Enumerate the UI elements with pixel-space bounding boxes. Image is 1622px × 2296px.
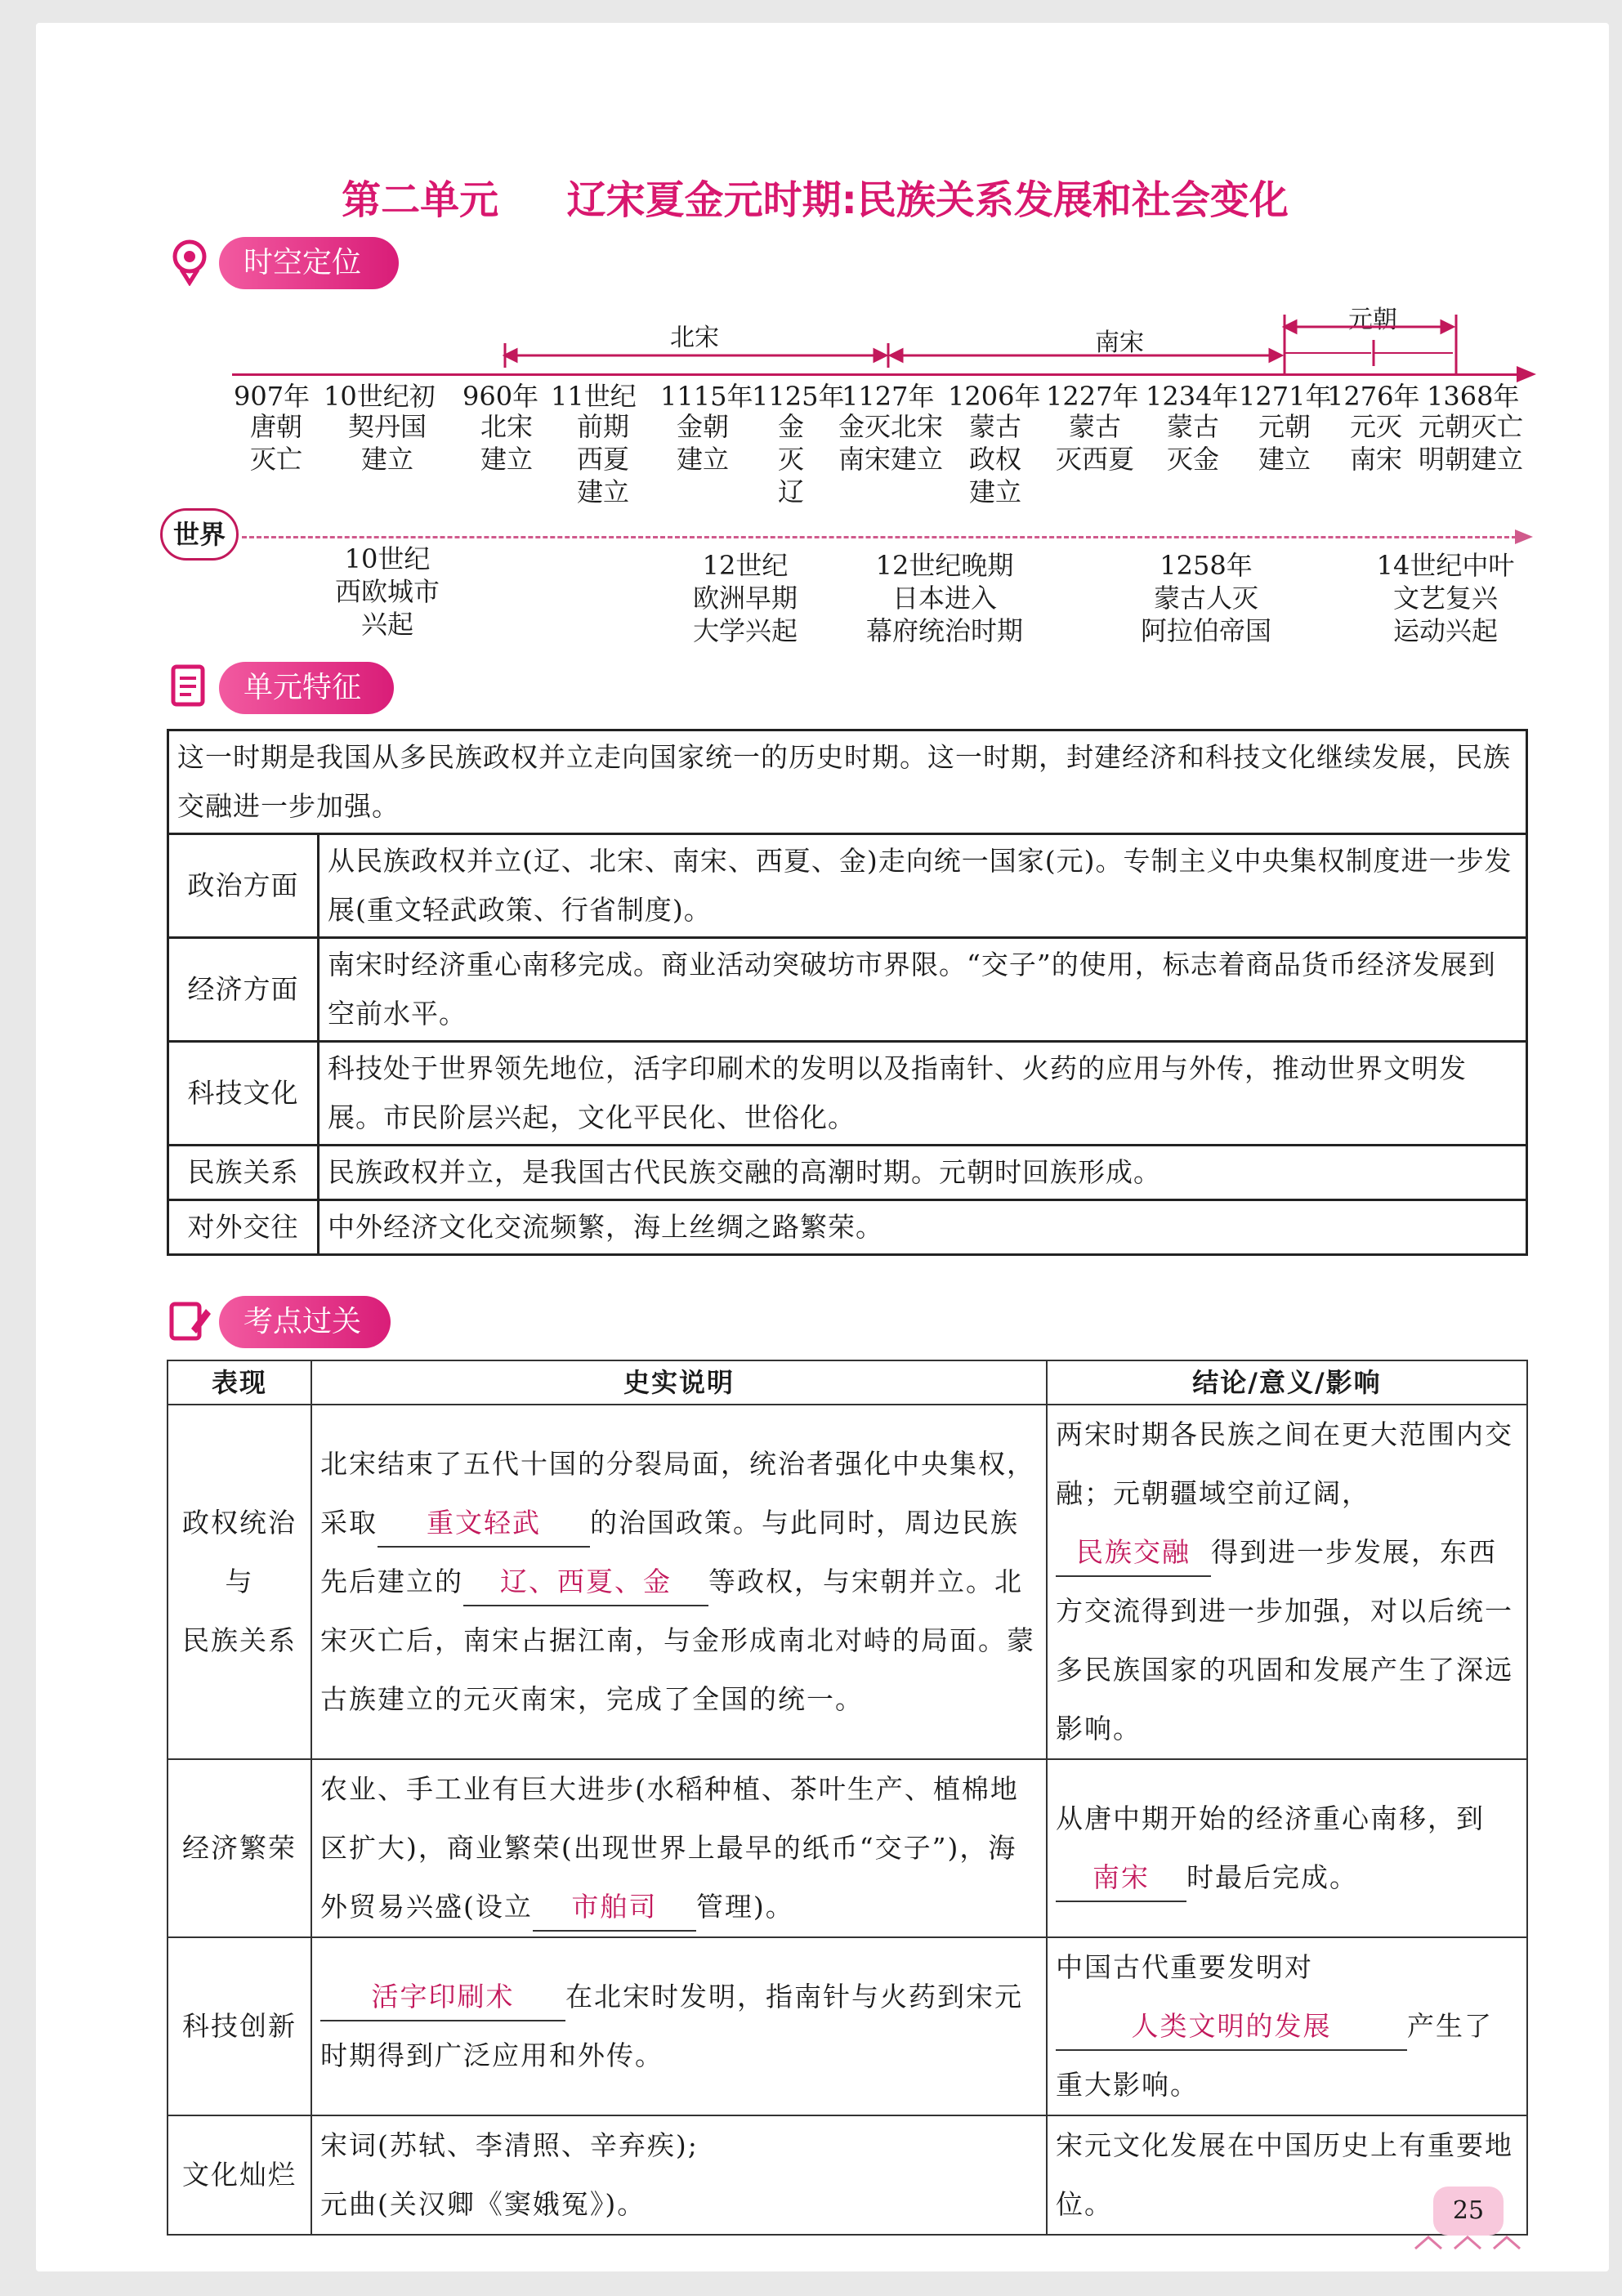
row-label: 经济繁荣 [168,1759,311,1937]
answer-blank: 民族交融 [1056,1530,1211,1577]
timeline-event: 前期 西夏 建立 [576,411,629,507]
timeline-year: 1125年 [752,381,845,412]
fact-cell: 北宋结束了五代十国的分裂局面，统治者强化中央集权，采取 重文轻武 的治国政策。与此同时，周边民族先后建立的 辽、西夏、金 等政权，与宋朝并立。北宋灭亡后，南宋占据江南，与金形成南北对峙的局面。蒙古族建立的元灭南宋，完成了全国的统一。 [311,1405,1047,1759]
timeline-year: 1127年 [842,381,935,412]
section-title-features: 单元特征 [219,662,394,714]
unit-number: 第二单元 [342,177,499,223]
feature-label: 对外交往 [168,1200,319,1255]
feature-text: 科技处于世界领先地位，活字印刷术的发明以及指南针、火药的应用与外传，推动世界文明发展。市民阶层兴起，文化平民化、世俗化。 [319,1042,1527,1146]
timeline-event: 金灭北宋 南宋建立 [838,411,943,475]
col-header: 史实说明 [311,1360,1047,1405]
timeline-event: 金朝 建立 [676,411,729,475]
dynasty-north-song: 北宋 [670,324,719,352]
dynasty-brackets [0,0,1622,425]
pencil-doc-icon [167,1296,212,1345]
col-header: 结论/意义/影响 [1047,1360,1527,1405]
world-event: 12世纪 欧洲早期 大学兴起 [692,550,798,646]
timeline-arrow-icon [1517,364,1536,384]
table-header-row [168,1360,1527,1405]
table-row [168,1042,1527,1146]
answer-blank: 活字印刷术 [320,1974,565,2021]
world-event: 1258年 蒙古人灭 阿拉伯帝国 [1140,550,1271,646]
world-label: 世界 [160,508,239,561]
answer-blank: 辽、西夏、金 [463,1559,708,1606]
world-axis [242,536,1517,538]
row-label: 政权统治 与 民族关系 [168,1405,311,1759]
chevron-decoration-icon [1412,2232,1526,2252]
feature-label: 科技文化 [168,1042,319,1146]
table-row [168,1200,1527,1255]
fact-cell: 宋词(苏轼、李清照、辛弃疾); 元曲(关汉卿《窦娥冤》)。 [311,2115,1047,2235]
timeline-year: 1206年 [948,381,1041,412]
timeline-year: 10世纪初 [324,381,436,412]
dynasty-south-song: 南宋 [1095,328,1144,357]
feature-text: 从民族政权并立(辽、北宋、南宋、西夏、金)走向统一国家(元)。专制主义中央集权制度进一步发展(重文轻武政策、行省制度)。 [319,834,1527,938]
conclusion-cell: 两宋时期各民族之间在更大范围内交融；元朝疆域空前辽阔，民族交融 得到进一步发展，东西方交流得到进一步加强，对以后统一多民族国家的巩固和发展产生了深远影响。 [1047,1405,1527,1759]
world-event: 12世纪晚期 日本进入 幕府统治时期 [865,550,1023,646]
table-row [168,834,1527,938]
world-event: 10世纪 西欧城市 兴起 [334,543,440,640]
unit-name: 辽宋夏金元时期:民族关系发展和社会变化 [566,177,1289,223]
dynasty-yuan: 元朝 [1348,306,1397,334]
timeline-year: 907年 [234,381,311,412]
fact-cell: 农业、手工业有巨大进步(水稻种植、茶叶生产、植棉地区扩大)，商业繁荣(出现世界上最早的纸币“交子”)，海外贸易兴盛(设立 市舶司 管理)。 [311,1759,1047,1937]
table-row [168,2115,1527,2235]
timeline-event: 北宋 建立 [480,411,533,475]
kaodian-table [167,1360,1528,2236]
table-row [168,1146,1527,1200]
answer-blank: 重文轻武 [378,1500,590,1548]
table-row [168,1937,1527,2115]
timeline-year: 1115年 [660,381,753,412]
timeline-event: 元灭 南宋 [1349,411,1402,475]
features-table [167,729,1528,1256]
section-title-kaodian: 考点过关 [219,1296,391,1348]
answer-blank: 人类文明的发展 [1056,2003,1407,2051]
conclusion-cell: 从唐中期开始的经济重心南移，到南宋 时最后完成。 [1047,1759,1527,1937]
row-label: 科技创新 [168,1937,311,2115]
world-arrow-icon [1515,528,1533,546]
section-title-timeline: 时空定位 [219,237,399,289]
timeline-event: 蒙古 灭金 [1166,411,1219,475]
timeline-event: 元朝 建立 [1258,411,1311,475]
feature-label: 经济方面 [168,938,319,1042]
table-row [168,1759,1527,1937]
feature-label: 政治方面 [168,834,319,938]
feature-label: 民族关系 [168,1146,319,1200]
timeline-year: 1368年 [1427,381,1520,412]
timeline-event: 蒙古 政权 建立 [968,411,1021,507]
feature-text: 民族政权并立，是我国古代民族交融的高潮时期。元朝时回族形成。 [319,1146,1527,1200]
timeline-event: 元朝灭亡 明朝建立 [1418,411,1523,475]
features-intro: 这一时期是我国从多民族政权并立走向国家统一的历史时期。这一时期，封建经济和科技文化继续发展，民族交融进一步加强。 [168,730,1527,834]
row-label: 文化灿烂 [168,2115,311,2235]
timeline-event: 蒙古 灭西夏 [1055,411,1134,475]
page-number: 25 [1433,2187,1504,2236]
timeline-year: 1234年 [1146,381,1239,412]
timeline-year: 1227年 [1046,381,1139,412]
conclusion-cell: 中国古代重要发明对人类文明的发展 产生了重大影响。 [1047,1937,1527,2115]
conclusion-cell: 宋元文化发展在中国历史上有重要地位。 [1047,2115,1527,2235]
world-event: 14世纪中叶 文艺复兴 运动兴起 [1376,550,1515,646]
col-header: 表现 [168,1360,311,1405]
table-row [168,730,1527,834]
timeline-year: 11世纪 [551,381,637,412]
timeline-event: 契丹国 建立 [347,411,427,475]
timeline-year: 1276年 [1327,381,1420,412]
document-icon [167,662,212,711]
feature-text: 南宋时经济重心南移完成。商业活动突破坊市界限。“交子”的使用，标志着商品货币经济发展到空前水平。 [319,938,1527,1042]
timeline-year: 1271年 [1239,381,1332,412]
answer-blank: 南宋 [1056,1855,1186,1902]
feature-text: 中外经济文化交流频繁，海上丝绸之路繁荣。 [319,1200,1527,1255]
timeline-year: 960年 [462,381,539,412]
timeline-event: 唐朝 灭亡 [249,411,302,475]
table-row [168,1405,1527,1759]
timeline-event: 金 灭 辽 [777,411,804,507]
fact-cell: 活字印刷术 在北宋时发明，指南针与火药到宋元时期得到广泛应用和外传。 [311,1937,1047,2115]
table-row [168,938,1527,1042]
answer-blank: 市舶司 [533,1884,696,1932]
